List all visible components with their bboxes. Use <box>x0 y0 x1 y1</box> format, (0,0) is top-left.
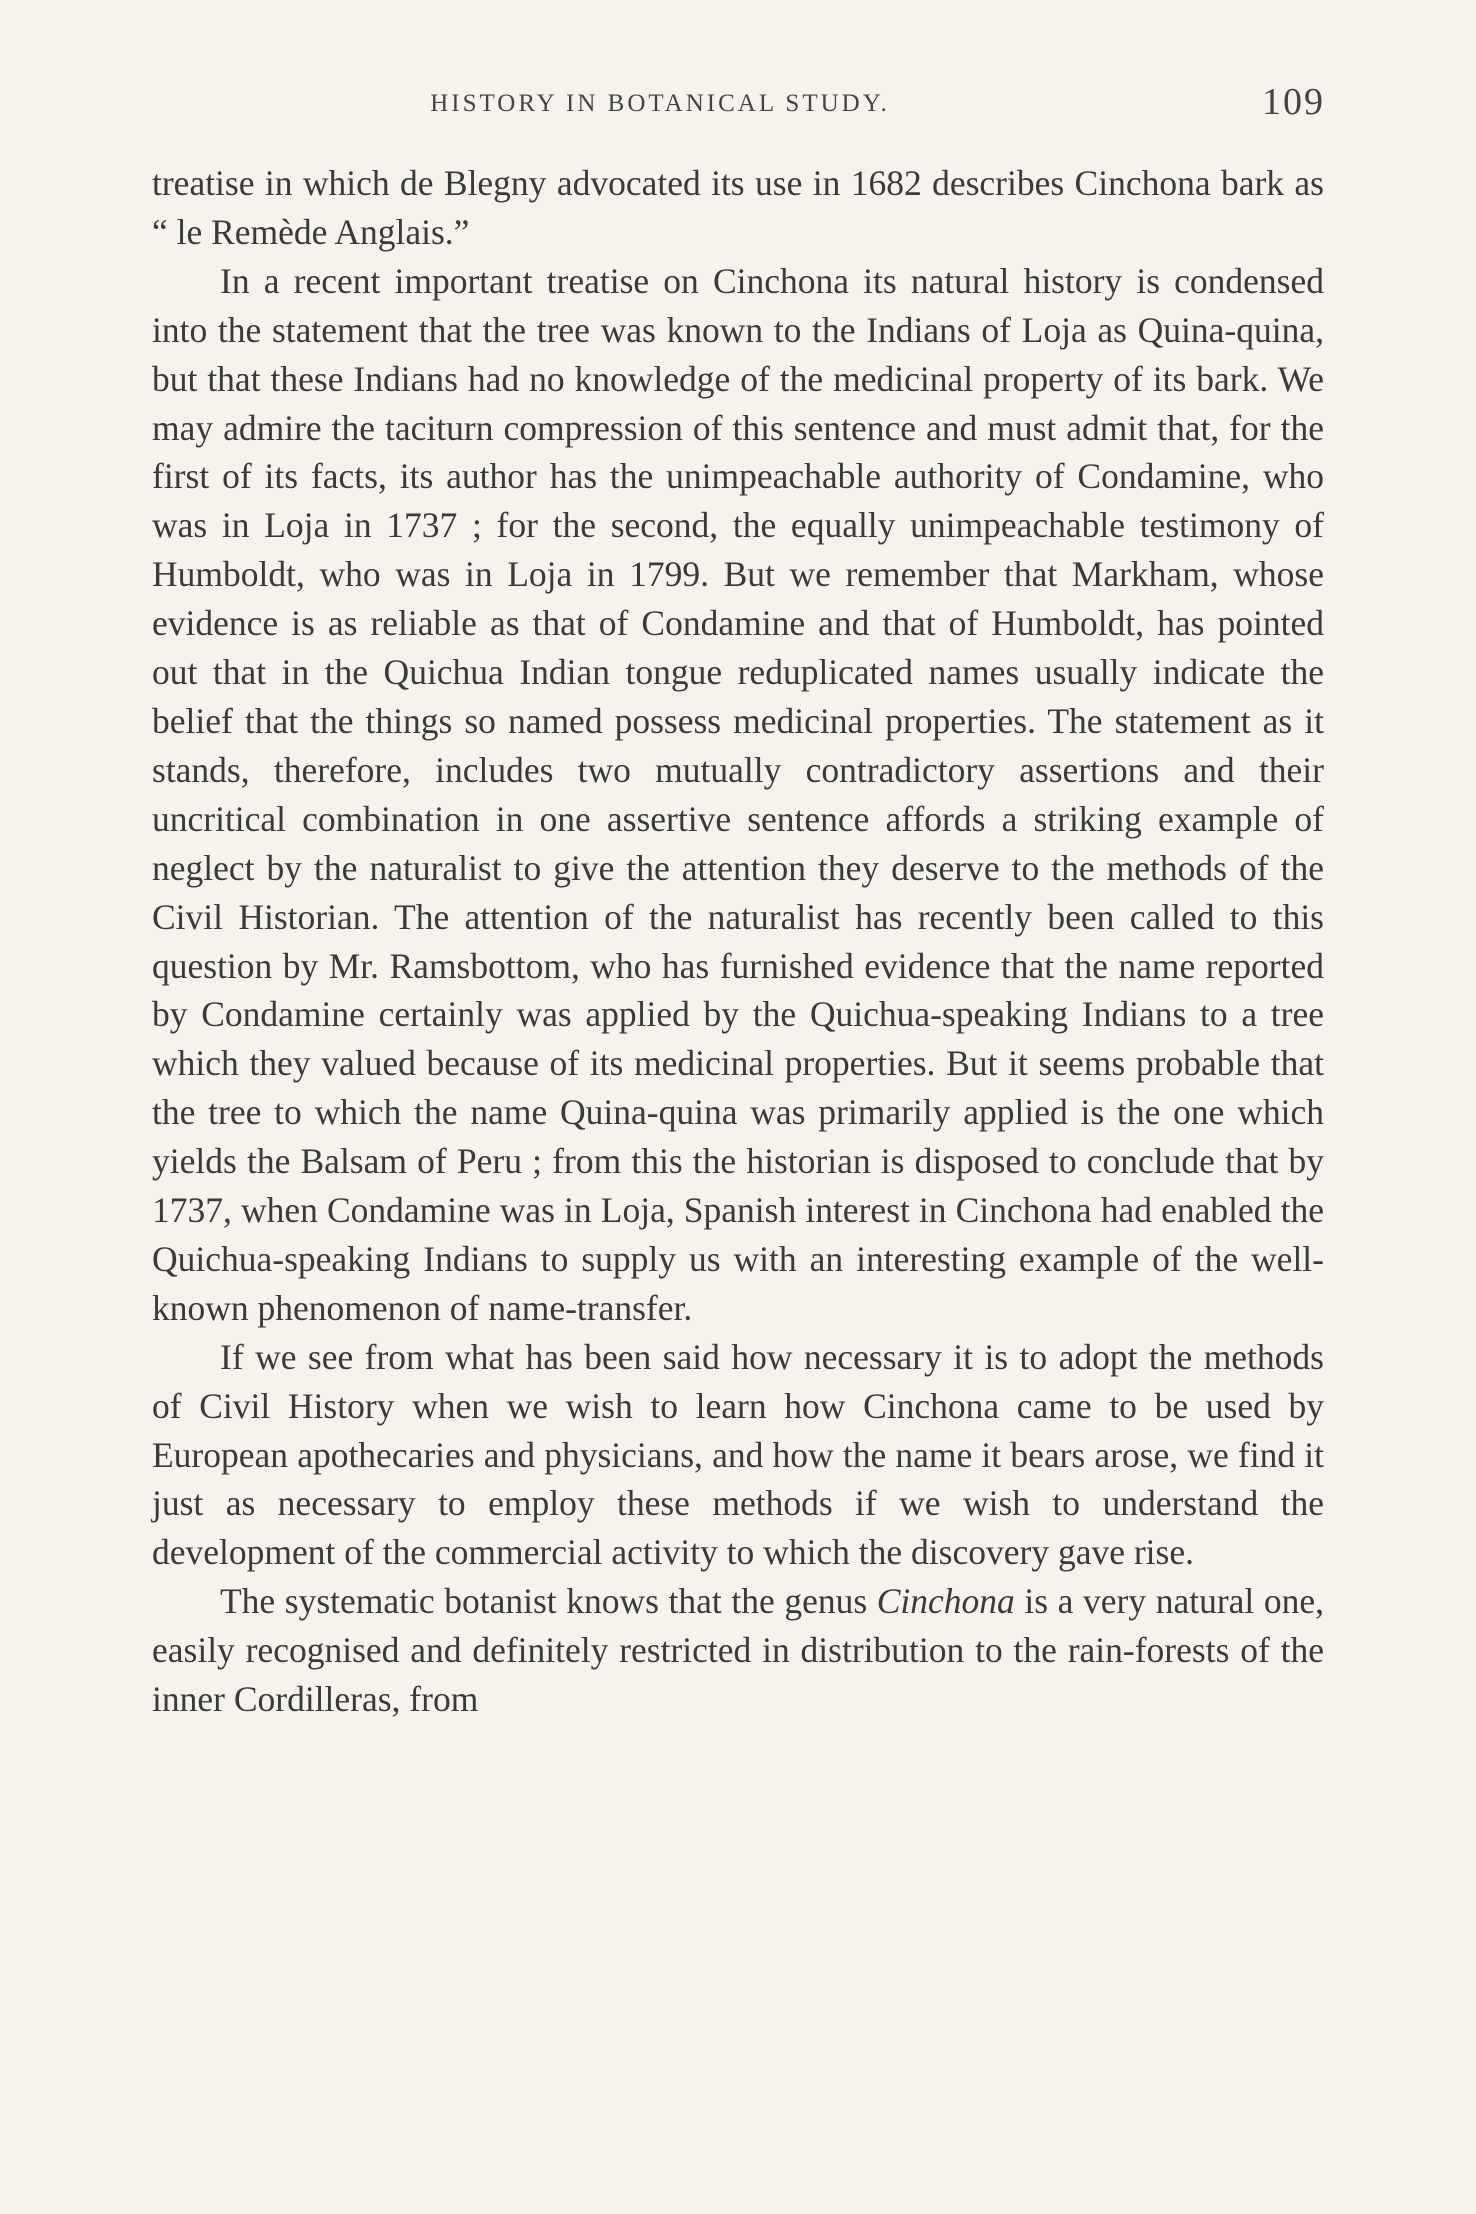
body-text <box>152 159 1324 1724</box>
page-number: 109 <box>1262 81 1325 123</box>
genus-name-italic: Cinchona <box>876 1581 1015 1622</box>
paragraph-cinchona-natural-history: In a recent important treatise on Cinchona its natural history is condensed into the statement that the tree was known to the Indians of Loja as Quina-quina, but that these Indians had no knowledge of the medicinal property of its bark. We may admire the taciturn compression of this sentence and must admit that, for the first of its facts, its author has the unimpeachable authority of Condamine, who was in Loja in 1737 ; for the second, the equally unimpeachable testimony of Humboldt, who was in Loja in 1799. But we remember that Markham, whose evidence is as reliable as that of Condamine and that of Humboldt, has pointed out that in the Quichua Indian tongue reduplicated names usually indicate the belief that the things so named possess medicinal properties. The statement as it stands, therefore, includes two mutually contradictory assertions and their uncritical combination in one assertive sentence affords a striking example of neglect by the naturalist to give the attention they deserve to the methods of the Civil Historian. The attention of the naturalist has recently been called to this question by Mr. Ramsbottom, who has furnished evidence that the name reported by Condamine certainly was applied by the Quichua-speaking Indians to a tree which they valued because of its medicinal properties. But it seems probable that the tree to which the name Quina-quina was primarily applied is the one which yields the Balsam of Peru ; from this the historian is disposed to conclude that by 1737, when Condamine was in Loja, Spanish interest in Cinchona had enabled the Quichua-speaking Indians to supply us with an interesting example of the well-known phenomenon of name-transfer. <box>152 260 1324 1328</box>
paragraph-civil-history-methods: If we see from what has been said how necessary it is to adopt the methods of Civil History when we wish to learn how Cinchona came to be used by European apothecaries and physicians, and how the name it bears arose, we find it just as necessary to employ these methods if we wish to understand the development of the commercial activity to which the discovery gave rise. <box>152 1336 1324 1573</box>
paragraph-text-before: The systematic botanist knows that the genus <box>220 1581 877 1622</box>
paragraph-systematic-botanist <box>152 1577 1324 1724</box>
paragraph-continuation: treatise in which de Blegny advocated its use in 1682 describes Cinchona bark as “ le Remède Anglais.” <box>152 163 1324 252</box>
running-head <box>150 80 1325 130</box>
paragraph-text-after: is a very natural one, easily recognised and definitely restricted in distribution to the rain-forests of the inner Cordilleras, from <box>152 1581 1324 1720</box>
running-title: HISTORY IN BOTANICAL STUDY. <box>430 90 890 117</box>
